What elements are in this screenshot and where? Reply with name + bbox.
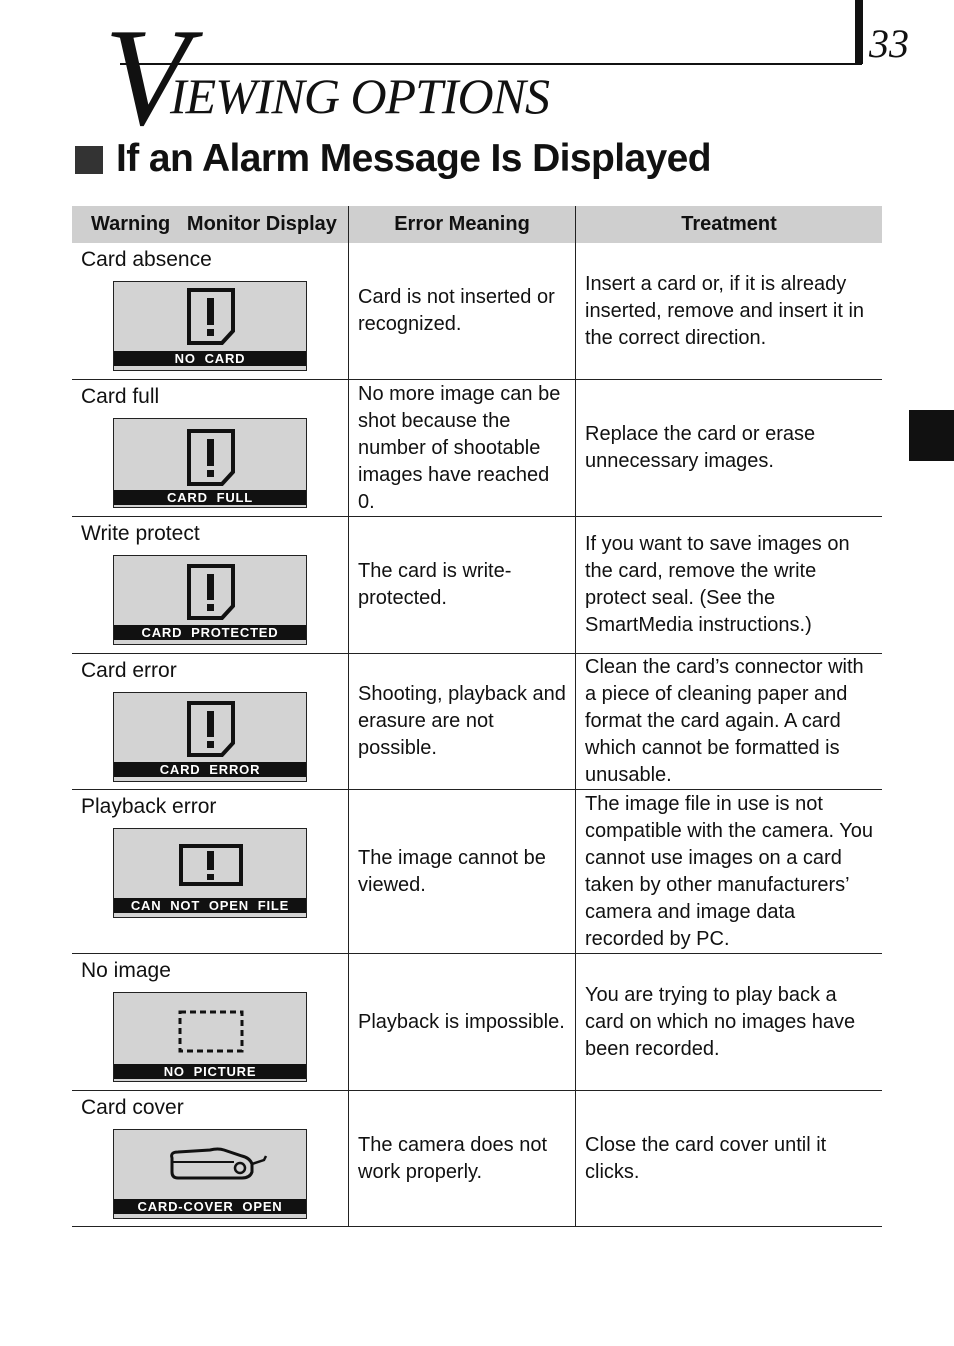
table-row: [72, 954, 882, 1091]
table-row: [72, 654, 882, 790]
treatment: Close the card cover until it clicks.: [585, 1133, 827, 1183]
monitor-display: [113, 828, 307, 918]
warning-name: Card full: [81, 385, 160, 408]
header-rule: [120, 63, 862, 65]
warning-name: Write protect: [81, 522, 200, 545]
monitor-display: [113, 992, 307, 1082]
page-number: 33: [869, 21, 909, 66]
chapter-title: IEWING OPTIONS: [170, 68, 550, 124]
warning-name: Card absence: [81, 248, 212, 271]
table-row: [72, 517, 882, 654]
monitor-message: CARD PROTECTED: [114, 625, 306, 640]
warning-cell: [72, 1091, 349, 1226]
header-bar: [855, 0, 863, 64]
error-meaning: Card is not inserted or recognized.: [349, 243, 576, 379]
alarm-message-table: [72, 206, 882, 1227]
monitor-display: [113, 281, 307, 371]
chapter-side-tab: [909, 410, 954, 461]
treatment: If you want to save images on the card, remove the write protect seal. (See the SmartMedia instructions.): [585, 533, 850, 636]
section-title: If an Alarm Message Is Displayed: [116, 137, 711, 180]
table-row: [72, 380, 882, 517]
table-row: [72, 790, 882, 954]
table-row: [72, 243, 882, 380]
header-warning: Warning Monitor Display: [72, 206, 349, 243]
warning-name: Card cover: [81, 1096, 184, 1119]
treatment: You are trying to play back a card on which no images have been recorded.: [585, 983, 856, 1060]
error-meaning: The card is write-protected.: [349, 517, 576, 653]
error-meaning: The image cannot be viewed.: [349, 790, 576, 953]
warning-cell: [72, 517, 349, 653]
monitor-display: [113, 555, 307, 645]
warning-name: Card error: [81, 659, 177, 682]
monitor-display: [113, 1129, 307, 1219]
error-meaning: No more image can be shot because the number of shootable images have reached 0.: [349, 380, 576, 516]
error-meaning: The camera does not work properly.: [349, 1091, 576, 1226]
treatment: Insert a card or, if it is already inserted, remove and insert it in the correct direction.: [585, 272, 865, 349]
header-treatment: Treatment: [681, 213, 777, 235]
monitor-message: CARD ERROR: [114, 762, 306, 777]
warning-cell: [72, 790, 349, 953]
monitor-message: CARD FULL: [114, 490, 306, 505]
monitor-message: NO CARD: [114, 351, 306, 366]
treatment: Clean the card’s connector with a piece of cleaning paper and format the card again. A card which cannot be formatted is unusable.: [585, 656, 864, 786]
chapter-initial: V: [104, 0, 190, 155]
warning-name: Playback error: [81, 795, 217, 818]
header-error-meaning: Error Meaning: [349, 206, 576, 243]
warning-cell: [72, 243, 349, 379]
warning-cell: [72, 954, 349, 1090]
monitor-display: [113, 692, 307, 782]
monitor-display: [113, 418, 307, 508]
table-row: [72, 1091, 882, 1227]
warning-cell: [72, 380, 349, 516]
treatment: The image file in use is not compatible with the camera. You cannot use images on a card taken by other manufacturers’ camera and image data recorded by PC.: [585, 792, 873, 950]
monitor-message: CARD-COVER OPEN: [114, 1199, 306, 1214]
section-marker-square: [75, 146, 103, 174]
monitor-message: CAN NOT OPEN FILE: [114, 898, 306, 913]
treatment: Replace the card or erase unnecessary images.: [585, 423, 816, 472]
error-meaning: Shooting, playback and erasure are not possible.: [349, 654, 576, 789]
warning-name: No image: [81, 959, 171, 982]
table-header: [72, 206, 882, 243]
monitor-message: NO PICTURE: [114, 1064, 306, 1079]
error-meaning: Playback is impossible.: [349, 954, 576, 1090]
warning-cell: [72, 654, 349, 789]
